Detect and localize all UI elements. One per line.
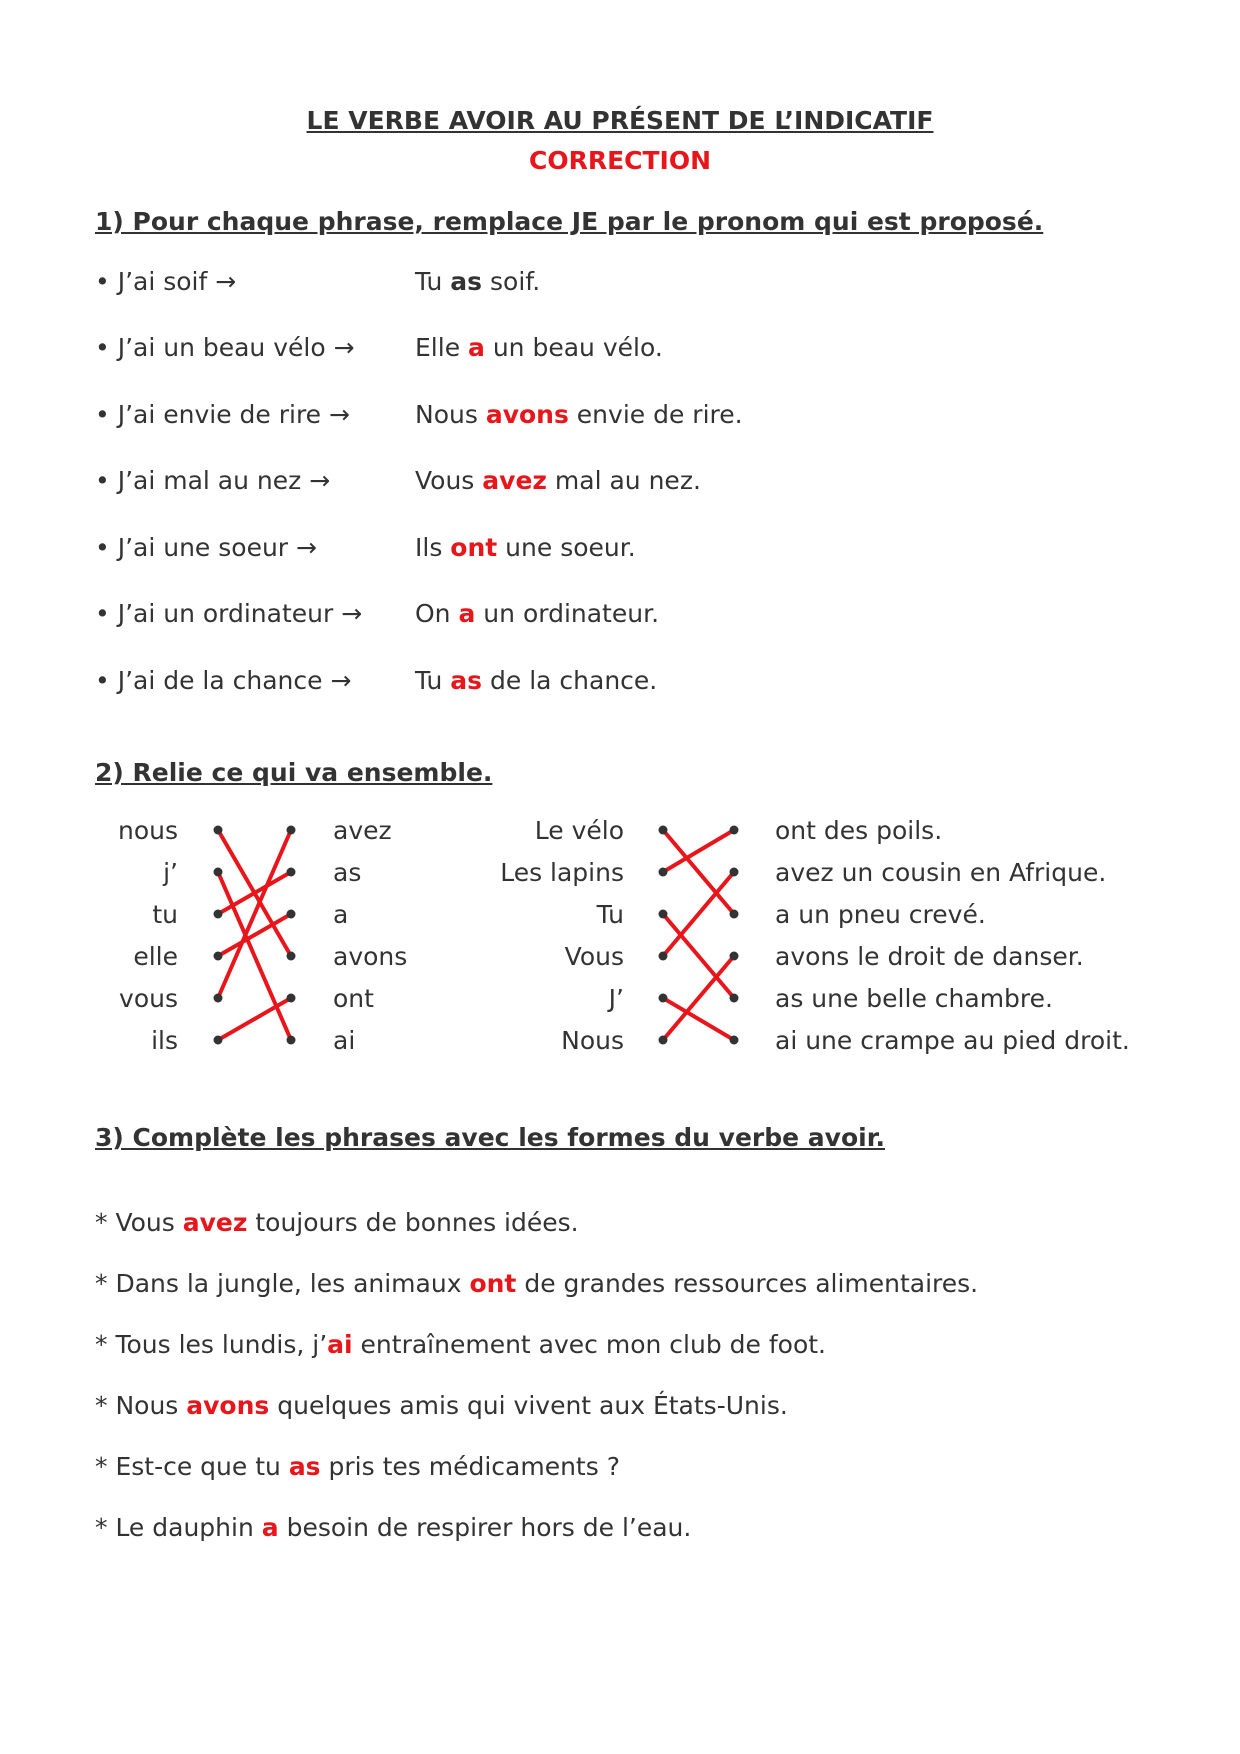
- match-dot: [659, 952, 668, 961]
- ex1-prompt: • J’ai un ordinateur →: [95, 599, 363, 628]
- match-ending: ai une crampe au pied droit.: [775, 1026, 1130, 1055]
- ex1-answer: On a un ordinateur.: [415, 599, 660, 628]
- match-dot: [214, 826, 223, 835]
- match-dot: [659, 994, 668, 1003]
- match-ending: avons le droit de danser.: [775, 942, 1084, 971]
- ex1-answer: Vous avez mal au nez.: [415, 466, 701, 495]
- ex1-verb: a: [458, 599, 476, 628]
- match-dot: [730, 910, 739, 919]
- match-dot: [287, 826, 296, 835]
- match-subject: Le vélo: [534, 816, 624, 845]
- match-verb: ai: [333, 1026, 356, 1055]
- ex3-sentence: * Nous avons quelques amis qui vivent aux États-Unis.: [95, 1391, 788, 1420]
- ex3-verb: avez: [182, 1208, 248, 1237]
- match-dot: [287, 1036, 296, 1045]
- exercise3-heading: 3) Complète les phrases avec les formes du verbe avoir.: [95, 1123, 885, 1152]
- match-dot: [214, 1036, 223, 1045]
- match-subject: vous: [119, 984, 178, 1013]
- match-verb: a: [333, 900, 349, 929]
- match-line: [663, 872, 734, 956]
- match-subject: j’: [163, 858, 178, 887]
- match-dot: [287, 910, 296, 919]
- ex1-verb: as: [450, 666, 483, 695]
- match-ending: as une belle chambre.: [775, 984, 1053, 1013]
- ex1-answer: Elle a un beau vélo.: [415, 333, 663, 362]
- match-ending: a un pneu crevé.: [775, 900, 986, 929]
- ex1-prompt: • J’ai de la chance →: [95, 666, 352, 695]
- match-dot: [659, 1036, 668, 1045]
- ex1-verb: avez: [482, 466, 547, 495]
- match-line: [663, 830, 734, 914]
- ex1-answer: Tu as de la chance.: [415, 666, 658, 695]
- ex3-verb: avons: [186, 1391, 270, 1420]
- match-line: [663, 998, 734, 1040]
- match-line: [663, 914, 734, 998]
- match-subject: elle: [133, 942, 178, 971]
- ex3-sentence: * Le dauphin a besoin de respirer hors de l’eau.: [95, 1513, 692, 1542]
- ex1-prompt: • J’ai un beau vélo →: [95, 333, 355, 362]
- ex1-verb: ont: [450, 533, 498, 562]
- ex3-verb: ai: [327, 1330, 353, 1359]
- match-dot: [730, 994, 739, 1003]
- ex1-prompt: • J’ai mal au nez →: [95, 466, 331, 495]
- ex1-answer: Nous avons envie de rire.: [415, 400, 743, 429]
- match-dot: [730, 1036, 739, 1045]
- match-dot: [287, 994, 296, 1003]
- match-subject: nous: [117, 816, 178, 845]
- match-line: [218, 872, 291, 1040]
- match-verb: ont: [333, 984, 374, 1013]
- ex1-verb: a: [468, 333, 485, 362]
- match-subject: Vous: [564, 942, 624, 971]
- match-subject: Les lapins: [500, 858, 624, 887]
- match-verb: as: [333, 858, 362, 887]
- match-dot: [659, 826, 668, 835]
- match-subject: Tu: [596, 900, 624, 929]
- match-dot: [214, 994, 223, 1003]
- ex3-verb: ont: [469, 1269, 517, 1298]
- ex1-verb: as: [450, 267, 483, 296]
- ex1-answer: Tu as soif.: [415, 267, 541, 296]
- correction-label: CORRECTION: [528, 146, 712, 175]
- match-line: [663, 830, 734, 872]
- ex3-sentence: * Dans la jungle, les animaux ont de grandes ressources alimentaires.: [95, 1269, 979, 1298]
- ex1-answer: Ils ont une soeur.: [415, 533, 636, 562]
- match-verb: avons: [333, 942, 408, 971]
- ex1-verb: avons: [485, 400, 569, 429]
- page-title: LE VERBE AVOIR AU PRÉSENT DE L’INDICATIF: [306, 106, 934, 135]
- match-verb: avez: [333, 816, 392, 845]
- match-dot: [730, 826, 739, 835]
- ex3-sentence: * Est-ce que tu as pris tes médicaments ?: [95, 1452, 620, 1481]
- ex3-verb: a: [261, 1513, 279, 1542]
- match-line: [663, 956, 734, 1040]
- match-subject: ils: [151, 1026, 178, 1055]
- exercise2-heading: 2) Relie ce qui va ensemble.: [95, 758, 493, 787]
- match-ending: ont des poils.: [775, 816, 943, 845]
- ex3-sentence: * Tous les lundis, j’ai entraînement avec mon club de foot.: [95, 1330, 826, 1359]
- match-dot: [730, 952, 739, 961]
- exercise1-heading: 1) Pour chaque phrase, remplace JE par le pronom qui est proposé.: [95, 207, 1044, 236]
- match-dot: [214, 952, 223, 961]
- match-dot: [214, 910, 223, 919]
- ex3-verb: as: [288, 1452, 321, 1481]
- match-subject: Nous: [561, 1026, 624, 1055]
- match-dot: [214, 868, 223, 877]
- match-dot: [287, 952, 296, 961]
- ex1-prompt: • J’ai soif →: [95, 267, 237, 296]
- match-subject: tu: [152, 900, 178, 929]
- match-dot: [287, 868, 296, 877]
- ex1-prompt: • J’ai une soeur →: [95, 533, 317, 562]
- match-line: [218, 830, 291, 998]
- ex3-sentence: * Vous avez toujours de bonnes idées.: [95, 1208, 579, 1237]
- match-subject: J’: [608, 984, 624, 1013]
- match-dot: [730, 868, 739, 877]
- match-dot: [659, 910, 668, 919]
- ex1-prompt: • J’ai envie de rire →: [95, 400, 350, 429]
- match-dot: [659, 868, 668, 877]
- match-ending: avez un cousin en Afrique.: [775, 858, 1107, 887]
